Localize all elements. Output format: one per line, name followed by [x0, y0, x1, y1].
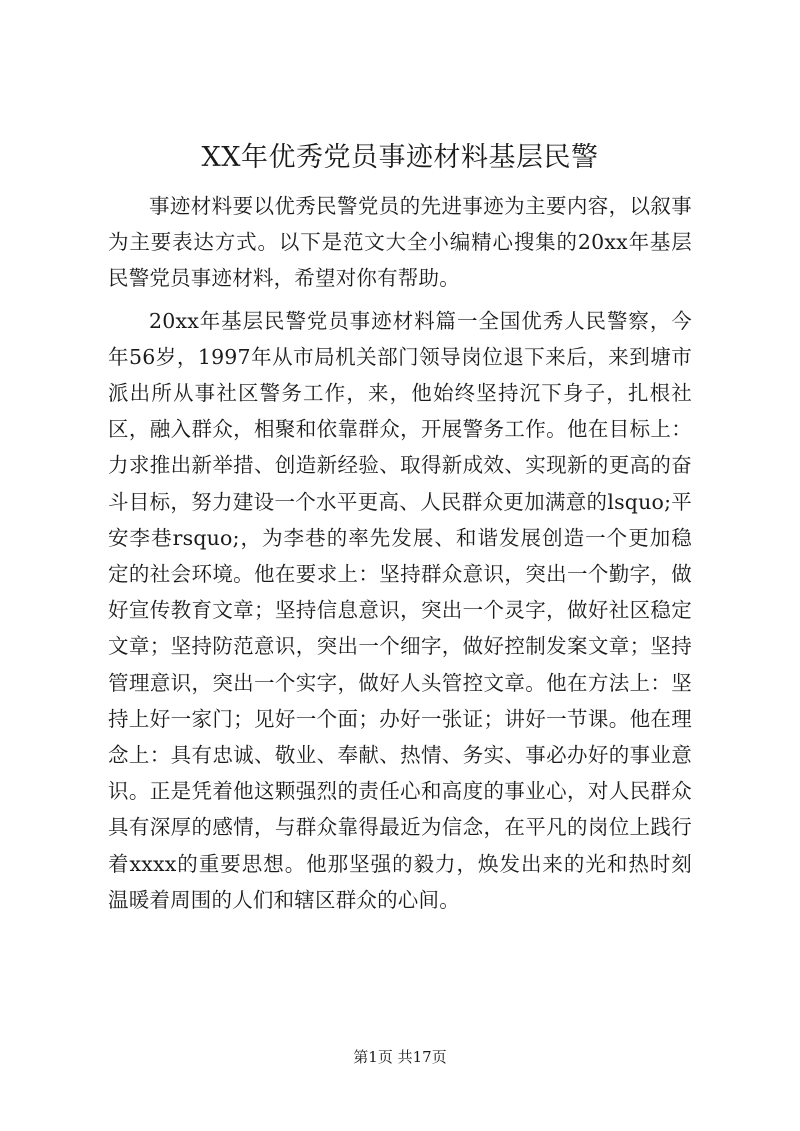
document-title: XX年优秀党员事迹材料基层民警	[201, 142, 599, 173]
paragraph-main: 20xx年基层民警党员事迹材料篇一全国优秀人民警察，今年56岁，1997年从市局机关部门领导岗位退下来后，来到塘市派出所从事社区警务工作，来，他始终坚持沉下身子，扎根社区，融入群众，相聚和依靠群众，开展警务工作。他在目标上：力求推出新举措、创造新经验、取得新成效、实现新的更高的奋斗目标，努力建设一个水平更高、人民群众更加满意的lsquo;平安李巷rsquo;，为李巷的率先发展、和谐发展创造一个更加稳定的社会环境。他在要求上：坚持群众意识，突出一个勤字，做好宣传教育文章；坚持信息意识，突出一个灵字，做好社区稳定文章；坚持防范意识，突出一个细字，做好控制发案文章；坚持管理意识，突出一个实字，做好人头管控文章。他在方法上：坚持上好一家门；见好一个面；办好一张证；讲好一节课。他在理念上：具有忠诚、敬业、奉献、热情、务实、事必办好的事业意识。正是凭着他这颗强烈的责任心和高度的事业心，对人民群众具有深厚的感情，与群众靠得最近为信念，在平凡的岗位上践行着xxxx的重要思想。他那坚强的毅力，焕发出来的光和热时刻温暖着周围的人们和辖区群众的心间。	[108, 308, 692, 912]
page-number-footer: 第1页 共17页	[353, 1048, 447, 1066]
document-body	[108, 188, 692, 924]
paragraph-intro: 事迹材料要以优秀民警党员的先进事迹为主要内容，以叙事为主要表达方式。以下是范文大全小编精心搜集的20xx年基层民警党员事迹材料，希望对你有帮助。	[108, 194, 692, 291]
